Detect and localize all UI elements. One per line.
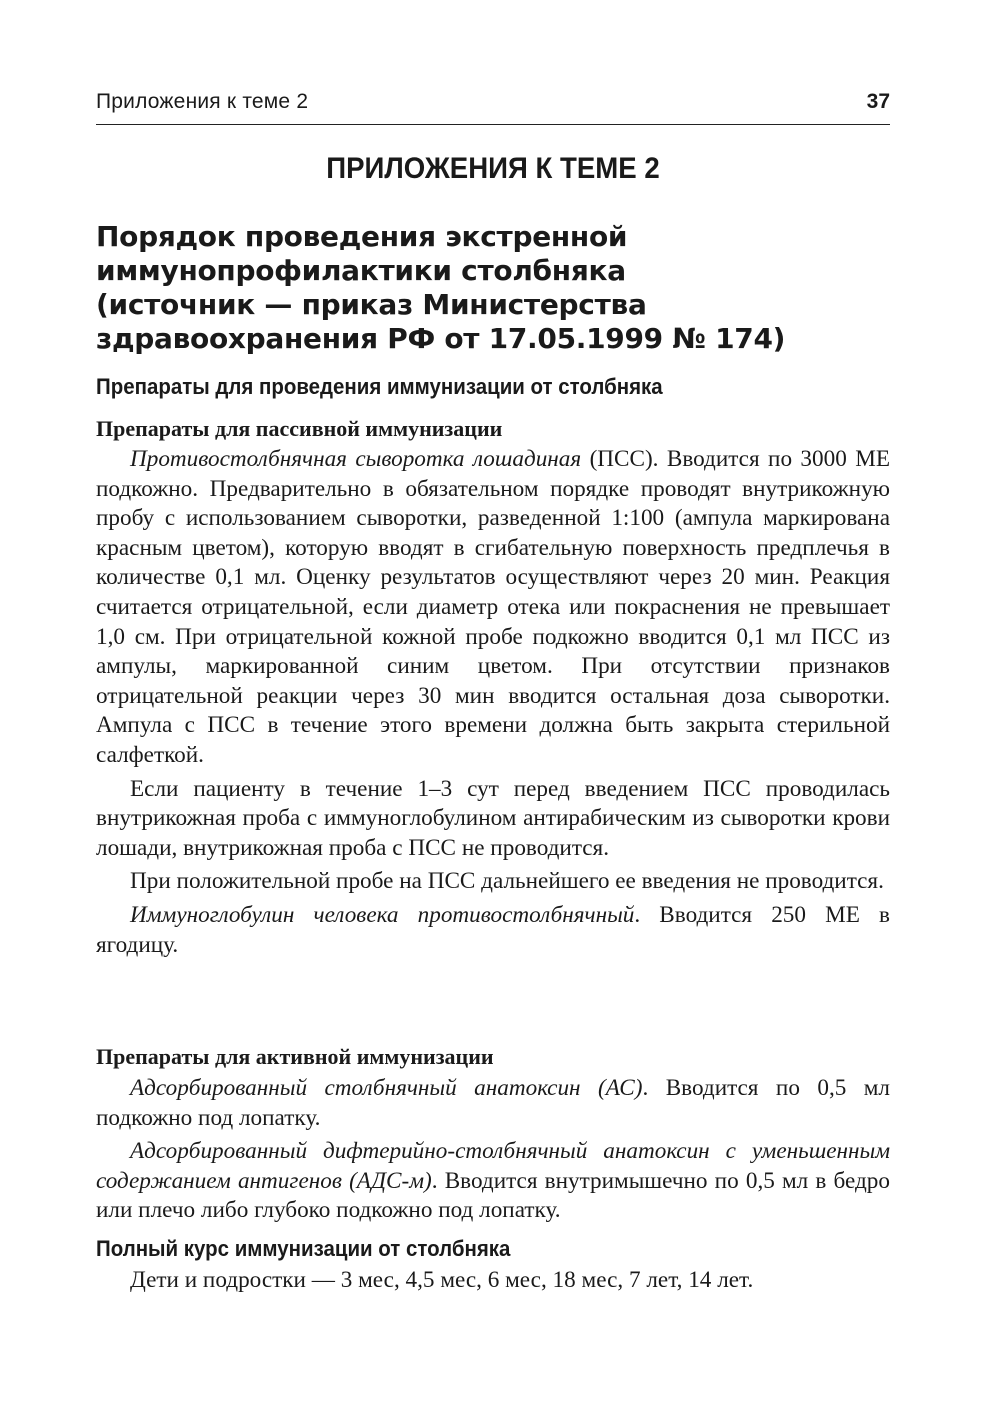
document-title-line: здравоохранения РФ от 17.05.1999 № 174) bbox=[96, 322, 786, 355]
running-title: Приложения к теме 2 bbox=[96, 90, 309, 113]
term: Иммуноглобулин человека противостолбнячный bbox=[130, 901, 635, 928]
active-immunization-text bbox=[96, 1074, 890, 1226]
document-title bbox=[96, 220, 890, 356]
document-title-line: (источник — приказ Министерства bbox=[96, 288, 647, 321]
paragraph: Дети и подростки — 3 мес, 4,5 мес, 6 мес, 18 мес, 7 лет, 14 лет. bbox=[130, 1267, 754, 1293]
page-number: 37 bbox=[866, 90, 890, 113]
paragraph bbox=[96, 445, 890, 771]
paragraph bbox=[96, 901, 890, 960]
paragraph: Если пациенту в течение 1–3 сут перед введением ПСС проводилась внутрикожная проба с иммуноглобулином антирабическим из сыворотки крови лошади, внутрикожная проба с ПСС не проводится. bbox=[96, 775, 890, 861]
paragraph-text: . Вводится внутримышечно по 0,5 мл в бедро или плечо либо глубоко подкожно под лопатку. bbox=[96, 1167, 890, 1224]
full-course-text bbox=[96, 1266, 890, 1296]
section-title: ПРИЛОЖЕНИЯ К ТЕМЕ 2 bbox=[326, 152, 660, 185]
term: Противостолбнячная сыворотка лошадиная bbox=[130, 446, 582, 472]
paragraph bbox=[96, 1074, 890, 1133]
subsection-heading-preparations: Препараты для проведения иммунизации от столбняка bbox=[96, 374, 663, 399]
heading-full-course: Полный курс иммунизации от столбняка bbox=[96, 1236, 511, 1261]
heading-passive-immunization: Препараты для пассивной иммунизации bbox=[96, 416, 503, 441]
paragraph bbox=[96, 1137, 890, 1226]
document-title-line: Порядок проведения экстренной bbox=[96, 220, 628, 253]
paragraph: При положительной пробе на ПСС дальнейшего ее введения не проводится. bbox=[130, 868, 884, 895]
term: Адсорбированный столбнячный анатоксин (АС) bbox=[130, 1075, 643, 1101]
paragraph-text: (ПСС). Вводится по 3000 МЕ подкожно. Предварительно в обязательном порядке проводят внутрикожную пробу с использованием сыворотки, разведенной 1:100 (ампула маркирована красным цветом), которую вводят в сгибательную поверхность предплечья в количестве 0,1 мл. Оценку результатов осуществляют через 20 мин. Реакция считается отрицательной, если диаметр отека или покраснения не превышает 1,0 см. При отрицательной кожной пробе подкожно вводится 0,1 мл ПСС из ампулы, маркированной синим цветом. При отсутствии признаков отрицательной реакции через 30 мин вводится остальная доза сыворотки. Ампула с ПСС в течение этого времени должна быть закрыта стерильной салфеткой. bbox=[96, 446, 890, 768]
paragraph-text: . Вводится по 0,5 мл подкожно под лопатку. bbox=[96, 1075, 891, 1131]
passive-immunization-text bbox=[96, 445, 890, 960]
page-header bbox=[96, 88, 890, 125]
document-title-line: иммунопрофилактики столбняка bbox=[96, 254, 626, 287]
term: Адсорбированный дифтерийно-столбнячный анатоксин с уменьшенным содержанием антигенов (АДС-м) bbox=[96, 1138, 890, 1194]
paragraph-text: . Вводится 250 МЕ в ягодицу. bbox=[96, 901, 890, 958]
heading-active-immunization: Препараты для активной иммунизации bbox=[96, 1044, 494, 1069]
